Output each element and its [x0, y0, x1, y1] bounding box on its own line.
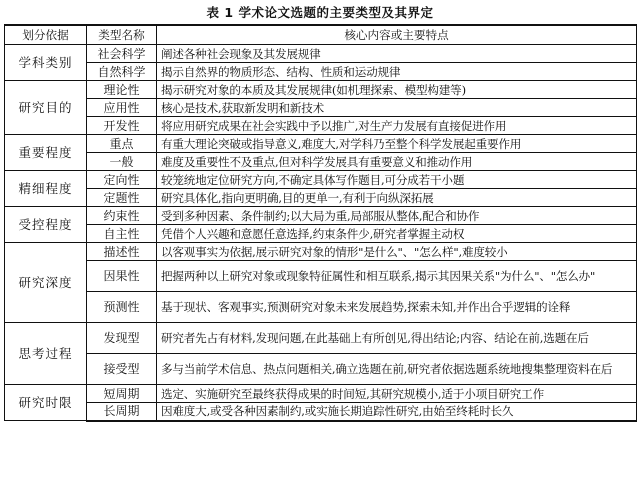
- feature-description-cell: 把握两种以上研究对象或现象特征属性和相互联系,揭示其因果关系"为什么"、"怎么办": [157, 261, 637, 292]
- table-row: [5, 292, 637, 323]
- category-cell: 研究目的: [5, 81, 87, 135]
- category-cell: 思考过程: [5, 323, 87, 385]
- type-name-cell: 定向性: [87, 171, 157, 189]
- type-name-cell: 开发性: [87, 117, 157, 135]
- type-name-cell: 社会科学: [87, 45, 157, 63]
- table-row: [5, 81, 637, 99]
- feature-description-cell: 选定、实施研究至最终获得成果的时间短,其研究规模小,适于小项目研究工作: [157, 385, 637, 403]
- category-cell: 研究深度: [5, 243, 87, 323]
- feature-description-cell: 研究者先占有材料,发现问题,在此基础上有所创见,得出结论;内容、结论在前,选题在后: [157, 323, 637, 354]
- table-row: [5, 323, 637, 354]
- type-name-cell: 接受型: [87, 354, 157, 385]
- table-row: [5, 117, 637, 135]
- category-cell: 学科类别: [5, 45, 87, 81]
- type-name-cell: 理论性: [87, 81, 157, 99]
- feature-description-cell: 受到多种因素、条件制约;以大局为重,局部服从整体,配合和协作: [157, 207, 637, 225]
- table-row: [5, 403, 637, 421]
- feature-description-cell: 核心是技术,获取新发明和新技术: [157, 99, 637, 117]
- table-row: [5, 63, 637, 81]
- type-name-cell: 因果性: [87, 261, 157, 292]
- table-row: [5, 207, 637, 225]
- feature-description-cell: 研究具体化,指向更明确,目的更单一,有利于向纵深拓展: [157, 189, 637, 207]
- header-features: 核心内容或主要特点: [157, 25, 637, 45]
- category-cell: 重要程度: [5, 135, 87, 171]
- table-row: [5, 153, 637, 171]
- category-cell: 研究时限: [5, 385, 87, 421]
- table-body: [5, 45, 637, 421]
- type-name-cell: 发现型: [87, 323, 157, 354]
- feature-description-cell: 难度及重要性不及重点,但对科学发展具有重要意义和推动作用: [157, 153, 637, 171]
- category-cell: 精细程度: [5, 171, 87, 207]
- table-row: [5, 354, 637, 385]
- type-name-cell: 自主性: [87, 225, 157, 243]
- table-row: [5, 99, 637, 117]
- type-name-cell: 应用性: [87, 99, 157, 117]
- type-name-cell: 短周期: [87, 385, 157, 403]
- table-row: [5, 45, 637, 63]
- table-caption: 表 1 学术论文选题的主要类型及其界定: [206, 5, 434, 20]
- type-name-cell: 重点: [87, 135, 157, 153]
- header-basis: 划分依据: [5, 25, 87, 45]
- table-row: [5, 189, 637, 207]
- table-row: [5, 171, 637, 189]
- feature-description-cell: 基于现状、客观事实,预测研究对象未来发展趋势,探索未知,并作出合乎逻辑的诠释: [157, 292, 637, 323]
- type-name-cell: 自然科学: [87, 63, 157, 81]
- table-row: [5, 385, 637, 403]
- type-name-cell: 定题性: [87, 189, 157, 207]
- type-name-cell: 一般: [87, 153, 157, 171]
- feature-description-cell: 较笼统地定位研究方向,不确定具体写作题目,可分成若干小题: [157, 171, 637, 189]
- feature-description-cell: 以客观事实为依据,展示研究对象的情形"是什么"、"怎么样",难度较小: [157, 243, 637, 261]
- header-type-name: 类型名称: [87, 25, 157, 45]
- feature-description-cell: 揭示自然界的物质形态、结构、性质和运动规律: [157, 63, 637, 81]
- table-row: [5, 261, 637, 292]
- table-header-row: [5, 25, 637, 45]
- table-row: [5, 243, 637, 261]
- table-row: [5, 135, 637, 153]
- feature-description-cell: 凭借个人兴趣和意愿任意选择,约束条件少,研究者掌握主动权: [157, 225, 637, 243]
- classification-table: [4, 24, 637, 422]
- feature-description-cell: 多与当前学术信息、热点问题相关,确立选题在前,研究者依据选题系统地搜集整理资料在后: [157, 354, 637, 385]
- type-name-cell: 约束性: [87, 207, 157, 225]
- feature-description-cell: 因难度大,或受各种因素制约,或实施长期追踪性研究,由始至终耗时长久: [157, 403, 637, 421]
- table-row: [5, 225, 637, 243]
- feature-description-cell: 揭示研究对象的本质及其发展规律(如机理探索、模型构建等): [157, 81, 637, 99]
- type-name-cell: 预测性: [87, 292, 157, 323]
- feature-description-cell: 有重大理论突破或指导意义,难度大,对学科乃至整个科学发展起重要作用: [157, 135, 637, 153]
- feature-description-cell: 阐述各种社会现象及其发展规律: [157, 45, 637, 63]
- type-name-cell: 长周期: [87, 403, 157, 421]
- feature-description-cell: 将应用研究成果在社会实践中予以推广,对生产力发展有直接促进作用: [157, 117, 637, 135]
- type-name-cell: 描述性: [87, 243, 157, 261]
- category-cell: 受控程度: [5, 207, 87, 243]
